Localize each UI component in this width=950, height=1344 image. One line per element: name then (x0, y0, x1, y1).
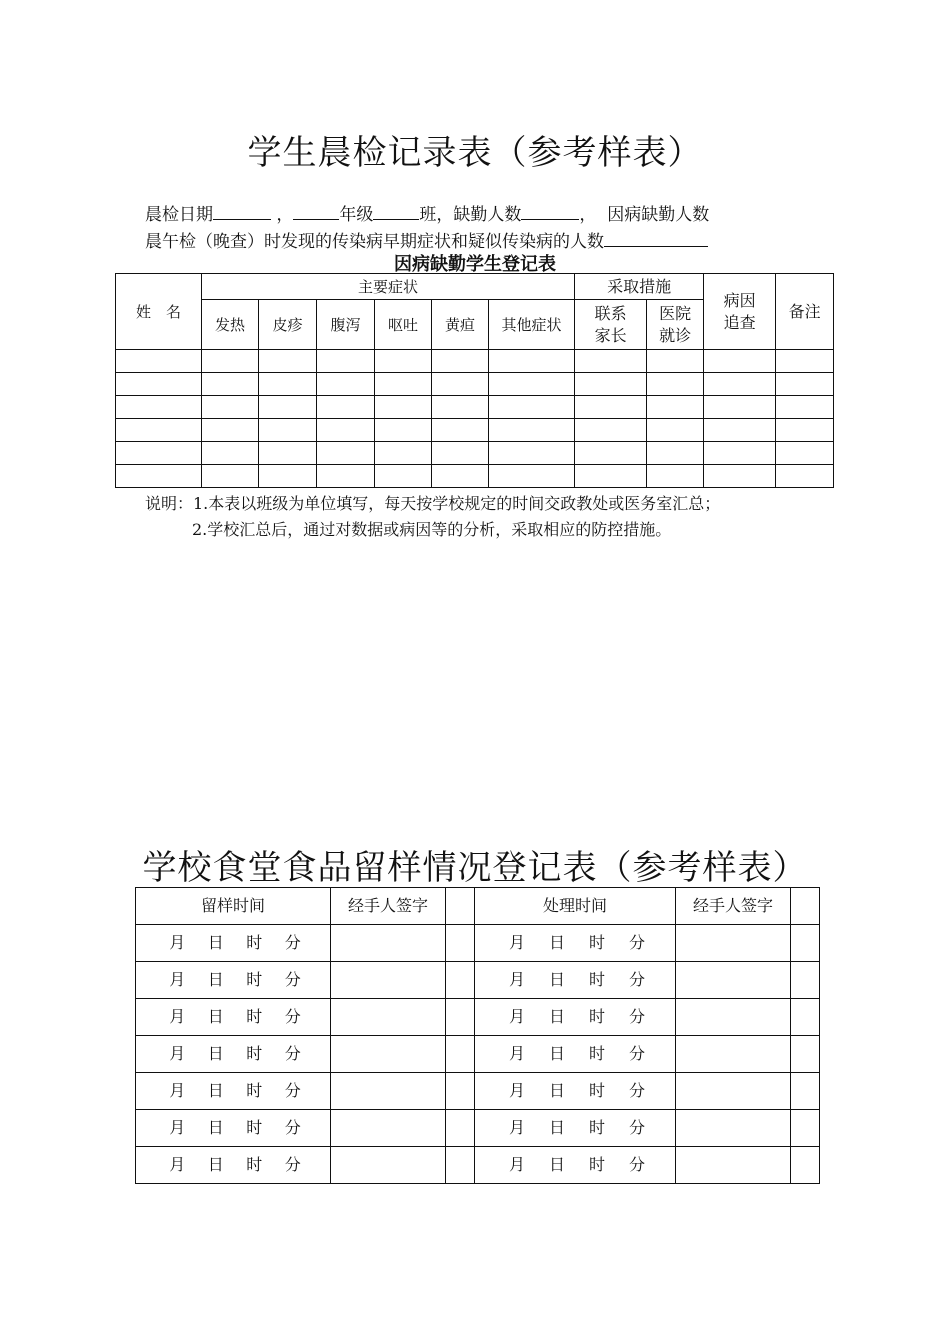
time-unit-label: 分 (284, 1044, 301, 1063)
sample-time-header: 留样时间 (136, 888, 331, 925)
time-unit-label: 日 (207, 933, 224, 952)
time-unit-label: 时 (588, 1044, 605, 1063)
table-row (116, 396, 834, 419)
blank-cell[interactable] (446, 925, 475, 962)
time-unit-label: 月 (169, 1007, 186, 1026)
time-unit-label: 分 (284, 970, 301, 989)
empty-cell[interactable] (647, 350, 704, 373)
time-unit-label: 时 (588, 933, 605, 952)
empty-cell[interactable] (489, 419, 575, 442)
disposal-time-header: 处理时间 (475, 888, 676, 925)
empty-cell[interactable] (317, 373, 375, 396)
empty-cell[interactable] (489, 350, 575, 373)
note-line-1: 说明：1.本表以班级为单位填写，每天按学校规定的时间交政教处或医务室汇总； (145, 494, 721, 513)
time-unit-label: 时 (246, 1007, 263, 1026)
empty-cell[interactable] (489, 396, 575, 419)
blank-cell[interactable] (791, 962, 820, 999)
time-unit-label: 时 (588, 1007, 605, 1026)
blank-cell[interactable] (791, 1147, 820, 1184)
empty-cell[interactable] (202, 442, 259, 465)
time-unit-label: 月 (508, 1118, 525, 1137)
measure-contact-parent-text: 联系家长 (594, 303, 627, 345)
sample-time-cell[interactable] (136, 1147, 331, 1184)
time-unit-label: 日 (207, 970, 224, 989)
table-row (116, 419, 834, 442)
empty-cell[interactable] (375, 442, 432, 465)
empty-cell[interactable] (202, 419, 259, 442)
empty-cell[interactable] (776, 465, 834, 488)
empty-cell[interactable] (317, 396, 375, 419)
disposal-time-cell[interactable] (475, 925, 676, 962)
empty-cell[interactable] (202, 373, 259, 396)
table-row (136, 962, 820, 999)
time-unit-label: 月 (508, 1044, 525, 1063)
blank-cell[interactable] (446, 999, 475, 1036)
time-unit-label: 月 (169, 1118, 186, 1137)
handler-sign-header-2: 经手人签字 (676, 888, 791, 925)
time-unit-label: 分 (628, 933, 645, 952)
empty-cell[interactable] (432, 465, 489, 488)
time-unit-label: 分 (628, 1007, 645, 1026)
empty-cell[interactable] (704, 465, 776, 488)
time-unit-label: 分 (628, 1081, 645, 1100)
time-unit-label: 月 (169, 933, 186, 952)
time-unit-label: 日 (548, 1155, 565, 1174)
blank-cell[interactable] (791, 1110, 820, 1147)
empty-cell[interactable] (432, 396, 489, 419)
empty-cell[interactable] (375, 419, 432, 442)
disposal-time-cell[interactable] (475, 1147, 676, 1184)
time-unit-label: 分 (284, 933, 301, 952)
time-unit-label: 分 (284, 1155, 301, 1174)
time-unit-label: 分 (628, 1044, 645, 1063)
disposal-time-cell[interactable] (475, 962, 676, 999)
table-row (116, 350, 834, 373)
symptom-other: 其他症状 (489, 300, 575, 350)
info-line-2 (145, 227, 708, 252)
symptom-vomiting: 呕吐 (375, 300, 432, 350)
time-unit-label: 时 (588, 1118, 605, 1137)
empty-cell[interactable] (575, 419, 647, 442)
time-unit-label: 时 (246, 1044, 263, 1063)
handler-sign-header-1: 经手人签字 (331, 888, 446, 925)
empty-cell[interactable] (704, 373, 776, 396)
blank-cell[interactable] (446, 1110, 475, 1147)
time-unit-label: 月 (169, 1155, 186, 1174)
measures-header: 采取措施 (575, 274, 704, 300)
blank-header-2 (791, 888, 820, 925)
empty-cell[interactable] (647, 442, 704, 465)
handler-sign-cell[interactable] (331, 1073, 446, 1110)
time-unit-label: 分 (628, 970, 645, 989)
blank-header-1 (446, 888, 475, 925)
time-unit-label: 时 (588, 970, 605, 989)
empty-cell[interactable] (776, 396, 834, 419)
handler-sign-cell[interactable] (676, 1147, 791, 1184)
time-unit-label: 月 (508, 1155, 525, 1174)
grade-label: 年级 (339, 205, 374, 225)
sub-title: 因病缺勤学生登记表 (394, 254, 556, 275)
time-unit-label: 时 (588, 1081, 605, 1100)
table-row (116, 465, 834, 488)
disposal-time-cell[interactable] (475, 1036, 676, 1073)
date-label: 晨检日期 (145, 205, 213, 225)
empty-cell[interactable] (317, 419, 375, 442)
early-symptom-label: 晨午检（晚查）时发现的传染病早期症状和疑似传染病的人数 (145, 232, 604, 252)
empty-cell[interactable] (116, 419, 202, 442)
handler-sign-cell[interactable] (331, 1147, 446, 1184)
empty-cell[interactable] (647, 419, 704, 442)
cause-header-text: 病因追查 (723, 290, 756, 332)
measure-hospital-text: 医院就诊 (659, 303, 692, 345)
handler-sign-cell[interactable] (331, 999, 446, 1036)
sample-time-cell[interactable] (136, 925, 331, 962)
sample-time-cell[interactable] (136, 999, 331, 1036)
table-row (136, 999, 820, 1036)
time-unit-label: 分 (284, 1081, 301, 1100)
time-unit-label: 时 (246, 1118, 263, 1137)
handler-sign-cell[interactable] (676, 1036, 791, 1073)
time-unit-label: 月 (508, 1007, 525, 1026)
time-unit-label: 月 (508, 933, 525, 952)
empty-cell[interactable] (647, 396, 704, 419)
time-unit-label: 日 (207, 1007, 224, 1026)
time-unit-label: 时 (588, 1155, 605, 1174)
blank-cell[interactable] (791, 1036, 820, 1073)
time-unit-label: 时 (246, 970, 263, 989)
class-label: 班，缺勤人数 (419, 205, 522, 225)
disposal-time-cell[interactable] (475, 999, 676, 1036)
symptom-rash: 皮疹 (259, 300, 317, 350)
empty-cell[interactable] (375, 373, 432, 396)
empty-cell[interactable] (647, 465, 704, 488)
empty-cell[interactable] (116, 373, 202, 396)
empty-cell[interactable] (575, 465, 647, 488)
time-unit-label: 日 (207, 1155, 224, 1174)
empty-cell[interactable] (575, 442, 647, 465)
handler-sign-cell[interactable] (331, 1036, 446, 1073)
sample-time-cell[interactable] (136, 1073, 331, 1110)
blank-cell[interactable] (446, 1073, 475, 1110)
empty-cell[interactable] (575, 373, 647, 396)
symptom-diarrhea: 腹泻 (317, 300, 375, 350)
blank-cell[interactable] (791, 925, 820, 962)
empty-cell[interactable] (116, 396, 202, 419)
time-unit-label: 时 (246, 1081, 263, 1100)
empty-cell[interactable] (375, 350, 432, 373)
comma: ， (276, 205, 294, 225)
time-unit-label: 月 (169, 1044, 186, 1063)
empty-cell[interactable] (116, 350, 202, 373)
time-unit-label: 月 (169, 1081, 186, 1100)
time-unit-label: 日 (207, 1118, 224, 1137)
food-sample-title: 学校食堂食品留样情况登记表（参考样表） (142, 848, 808, 888)
empty-cell[interactable] (202, 396, 259, 419)
blank-cell[interactable] (446, 962, 475, 999)
time-unit-label: 时 (246, 933, 263, 952)
table-row (136, 1147, 820, 1184)
empty-cell[interactable] (202, 350, 259, 373)
empty-cell[interactable] (317, 350, 375, 373)
empty-cell[interactable] (259, 442, 317, 465)
empty-cell[interactable] (704, 442, 776, 465)
empty-cell[interactable] (575, 396, 647, 419)
sample-time-cell[interactable] (136, 1036, 331, 1073)
handler-sign-cell[interactable] (676, 962, 791, 999)
empty-cell[interactable] (375, 396, 432, 419)
time-unit-label: 日 (548, 1007, 565, 1026)
time-unit-label: 日 (207, 1044, 224, 1063)
blank-cell[interactable] (791, 999, 820, 1036)
sick-absent-label: 因病缺勤人数 (607, 205, 710, 225)
table-row (116, 442, 834, 465)
page-title: 学生晨检记录表（参考样表） (247, 133, 703, 173)
food-sample-table (135, 887, 820, 1184)
empty-cell[interactable] (202, 465, 259, 488)
blank-cell[interactable] (791, 1073, 820, 1110)
date-blank (213, 203, 271, 220)
empty-cell[interactable] (776, 419, 834, 442)
empty-cell[interactable] (704, 350, 776, 373)
time-unit-label: 月 (508, 970, 525, 989)
empty-cell[interactable] (575, 350, 647, 373)
time-unit-label: 日 (548, 1081, 565, 1100)
empty-cell[interactable] (375, 465, 432, 488)
handler-sign-cell[interactable] (676, 999, 791, 1036)
time-unit-label: 分 (284, 1118, 301, 1137)
empty-cell[interactable] (317, 465, 375, 488)
info-line-1 (145, 200, 709, 225)
time-unit-label: 日 (548, 970, 565, 989)
time-unit-label: 时 (246, 1155, 263, 1174)
empty-cell[interactable] (116, 465, 202, 488)
early-symptom-blank (604, 230, 708, 247)
time-unit-label: 分 (628, 1118, 645, 1137)
empty-cell[interactable] (489, 373, 575, 396)
empty-cell[interactable] (647, 373, 704, 396)
empty-cell[interactable] (776, 442, 834, 465)
sick-absence-table (115, 273, 834, 488)
absent-blank (521, 203, 579, 220)
empty-cell[interactable] (432, 419, 489, 442)
handler-sign-cell[interactable] (331, 925, 446, 962)
time-unit-label: 日 (548, 1118, 565, 1137)
measure-contact-parent (575, 300, 647, 350)
empty-cell[interactable] (432, 442, 489, 465)
symptom-fever: 发热 (202, 300, 259, 350)
comma-2: ， (579, 205, 597, 225)
symptom-jaundice: 黄疸 (432, 300, 489, 350)
handler-sign-cell[interactable] (331, 962, 446, 999)
symptoms-header: 主要症状 (202, 274, 575, 300)
table-row (136, 1036, 820, 1073)
grade-blank (293, 203, 339, 220)
empty-cell[interactable] (704, 419, 776, 442)
cause-header (704, 274, 776, 350)
time-unit-label: 日 (207, 1081, 224, 1100)
table-row (136, 1110, 820, 1147)
empty-cell[interactable] (116, 442, 202, 465)
empty-cell[interactable] (432, 373, 489, 396)
empty-cell[interactable] (489, 442, 575, 465)
handler-sign-cell[interactable] (331, 1110, 446, 1147)
empty-cell[interactable] (776, 373, 834, 396)
handler-sign-cell[interactable] (676, 1073, 791, 1110)
empty-cell[interactable] (317, 442, 375, 465)
name-header: 姓 名 (116, 274, 202, 350)
table-row (136, 1073, 820, 1110)
empty-cell[interactable] (704, 396, 776, 419)
empty-cell[interactable] (259, 373, 317, 396)
empty-cell[interactable] (776, 350, 834, 373)
sample-time-cell[interactable] (136, 962, 331, 999)
empty-cell[interactable] (432, 350, 489, 373)
class-blank (373, 203, 419, 220)
sample-time-cell[interactable] (136, 1110, 331, 1147)
table-row (136, 925, 820, 962)
disposal-time-cell[interactable] (475, 1073, 676, 1110)
note-line-2: 2.学校汇总后，通过对数据或病因等的分析，采取相应的防控措施。 (192, 520, 672, 539)
time-unit-label: 日 (548, 1044, 565, 1063)
remarks-header: 备注 (776, 274, 834, 350)
handler-sign-cell[interactable] (676, 1110, 791, 1147)
empty-cell[interactable] (259, 465, 317, 488)
blank-cell[interactable] (446, 1147, 475, 1184)
time-unit-label: 月 (508, 1081, 525, 1100)
time-unit-label: 月 (169, 970, 186, 989)
handler-sign-cell[interactable] (676, 925, 791, 962)
table-row (116, 373, 834, 396)
empty-cell[interactable] (259, 419, 317, 442)
empty-cell[interactable] (259, 396, 317, 419)
blank-cell[interactable] (446, 1036, 475, 1073)
empty-cell[interactable] (489, 465, 575, 488)
disposal-time-cell[interactable] (475, 1110, 676, 1147)
time-unit-label: 日 (548, 933, 565, 952)
measure-hospital (647, 300, 704, 350)
time-unit-label: 分 (628, 1155, 645, 1174)
empty-cell[interactable] (259, 350, 317, 373)
time-unit-label: 分 (284, 1007, 301, 1026)
